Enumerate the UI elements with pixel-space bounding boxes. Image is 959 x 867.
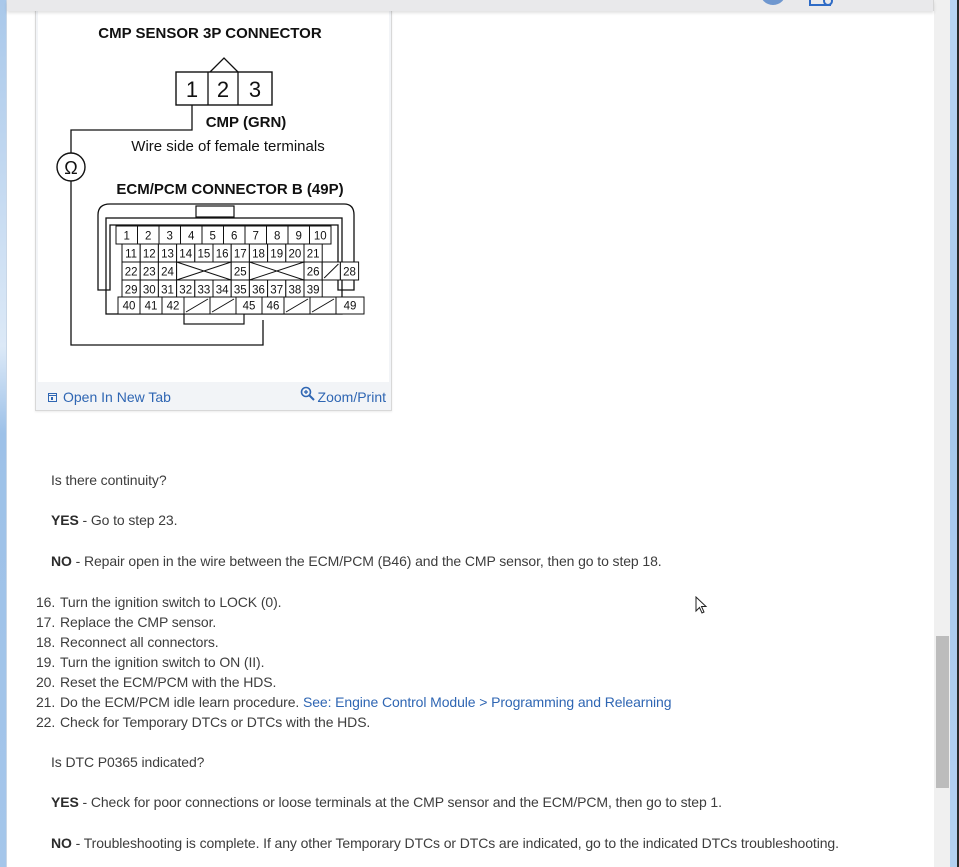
diagram-figure [35,0,392,411]
open-in-new-tab-label: Open In New Tab [63,389,171,405]
figure-footer [36,382,391,410]
window-border-right [950,0,959,867]
svg-text:25: 25 [233,266,247,279]
answer-yes-1 [51,512,177,528]
svg-text:22: 22 [124,266,138,279]
svg-text:40: 40 [122,300,136,313]
zoom-print-link[interactable] [300,386,386,405]
svg-text:36: 36 [252,284,265,297]
svg-text:17: 17 [233,248,247,261]
svg-text:33: 33 [197,284,211,297]
svg-text:11: 11 [125,248,138,261]
no-text: - Troubleshooting is complete. If any other Temporary DTCs or DTCs are indicated, go to the indicated DTCs troubleshooting. [71,835,839,851]
open-in-new-tab-link[interactable] [48,389,171,405]
open-new-tab-icon [48,393,57,402]
yes-label: YES [51,512,79,528]
svg-text:8: 8 [274,230,281,243]
svg-text:28: 28 [343,266,356,279]
svg-text:20: 20 [288,248,302,261]
svg-text:37: 37 [270,284,284,297]
svg-text:42: 42 [166,300,180,313]
svg-text:12: 12 [142,248,156,261]
svg-text:2: 2 [145,230,152,243]
svg-text:Ω: Ω [64,158,78,178]
step-item: 21. Do the ECM/PCM idle learn procedure. See: Engine Control Module > Programming and Relearning [36,694,672,710]
svg-text:21: 21 [306,248,320,261]
svg-text:CMP (GRN): CMP (GRN) [205,114,287,131]
svg-text:30: 30 [142,284,156,297]
no-label: NO [51,835,72,851]
magnifier-zoom-icon [300,386,316,402]
svg-text:35: 35 [233,284,247,297]
no-text: - Repair open in the wire between the ECM/PCM (B46) and the CMP sensor, then go to step 18. [71,553,662,569]
svg-text:38: 38 [288,284,302,297]
svg-text:3: 3 [248,77,262,102]
svg-text:19: 19 [270,248,284,261]
svg-text:15: 15 [197,248,211,261]
step-item: 18. Reconnect all connectors. [36,634,219,650]
svg-text:14: 14 [179,248,193,261]
connector-diagram-image [38,0,389,382]
svg-text:46: 46 [266,300,280,313]
step-item: 16. Turn the ignition switch to LOCK (0). [36,594,282,610]
ecm-programming-link[interactable]: See: Engine Control Module > Programming and Relearning [302,694,672,710]
svg-text:23: 23 [142,266,156,279]
answer-yes-2 [51,794,722,810]
svg-text:1: 1 [185,77,199,102]
svg-text:41: 41 [144,300,158,313]
svg-text:16: 16 [215,248,229,261]
notification-icon[interactable] [809,0,831,6]
svg-text:7: 7 [252,230,259,243]
user-avatar-icon[interactable] [760,0,786,5]
svg-text:29: 29 [124,284,138,297]
mouse-cursor-icon [695,596,709,616]
top-toolbar [7,0,934,11]
step-item: 22. Check for Temporary DTCs or DTCs with the HDS. [36,714,371,730]
question-continuity: Is there continuity? [51,472,167,488]
svg-text:3: 3 [166,230,173,243]
svg-text:13: 13 [161,248,174,261]
step-item: 20. Reset the ECM/PCM with the HDS. [36,674,277,690]
window-border-left [0,0,7,867]
yes-label: YES [51,794,79,810]
svg-text:34: 34 [215,284,229,297]
sensor-connector-title: CMP SENSOR 3P CONNECTOR [98,25,322,42]
svg-text:Wire side of female terminals: Wire side of female terminals [131,138,325,155]
answer-no-2 [51,835,839,851]
svg-text:6: 6 [231,230,238,243]
svg-text:9: 9 [295,230,302,243]
scrollbar-thumb[interactable] [936,636,949,788]
no-label: NO [51,553,72,569]
question-dtc: Is DTC P0365 indicated? [51,754,205,770]
svg-text:4: 4 [188,230,195,243]
svg-text:10: 10 [313,230,327,243]
answer-no-1 [51,553,662,569]
svg-text:39: 39 [306,284,320,297]
svg-text:5: 5 [209,230,216,243]
svg-text:31: 31 [161,284,174,297]
svg-text:1: 1 [123,230,130,243]
svg-text:45: 45 [242,300,256,313]
svg-text:2: 2 [216,77,230,102]
svg-text:49: 49 [343,300,357,313]
ecm-pin-grid [116,226,364,314]
yes-text: - Go to step 23. [78,512,178,528]
step-list [36,593,671,733]
svg-text:ECM/PCM CONNECTOR B (49P): ECM/PCM CONNECTOR B (49P) [116,181,344,198]
step-item: 19. Turn the ignition switch to ON (II). [36,654,265,670]
zoom-print-label: Zoom/Print [317,389,386,405]
svg-text:24: 24 [161,266,174,279]
yes-text: - Check for poor connections or loose terminals at the CMP sensor and the ECM/PCM, then go to step 1. [78,794,722,810]
step-item: 17. Replace the CMP sensor. [36,614,217,630]
svg-text:26: 26 [306,266,320,279]
svg-text:32: 32 [179,284,193,297]
svg-text:18: 18 [252,248,265,261]
